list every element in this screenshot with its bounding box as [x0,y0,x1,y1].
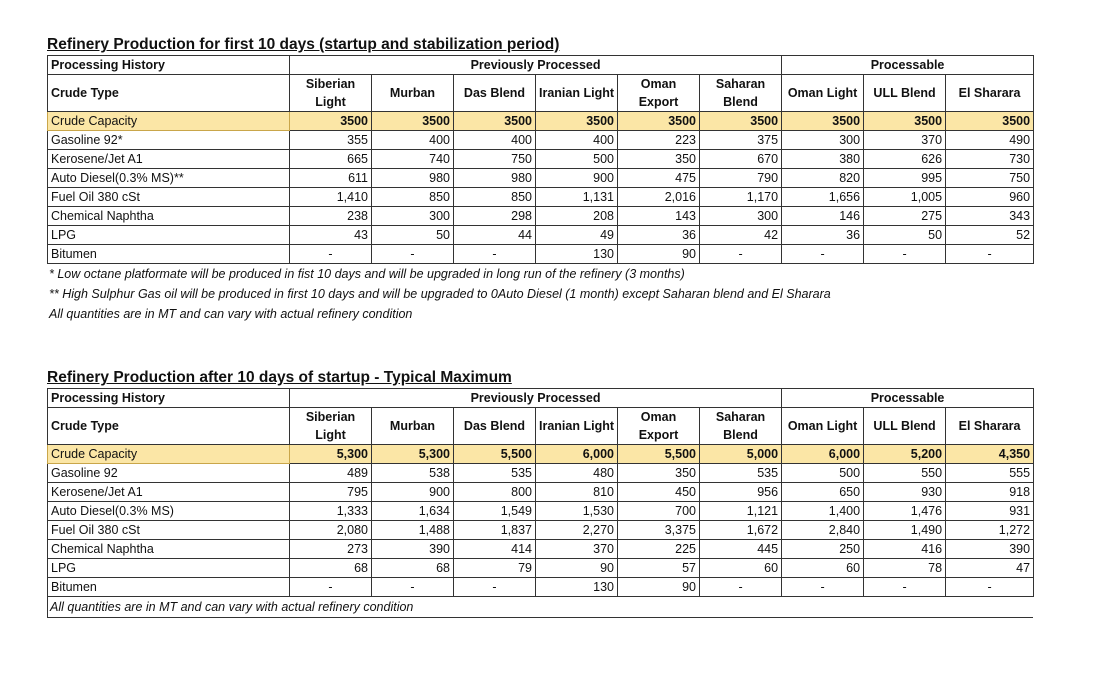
table-cell: 4,350 [946,445,1034,464]
table-cell: 2,840 [782,521,864,540]
table-cell: 500 [782,464,864,483]
row-label: Auto Diesel(0.3% MS)** [48,169,290,188]
row-label: Gasoline 92 [48,464,290,483]
row-label: Fuel Oil 380 cSt [48,188,290,207]
row-label: LPG [48,559,290,578]
table-cell: 50 [864,226,946,245]
table-cell: 750 [454,150,536,169]
column-header: Saharan Blend [700,75,782,112]
row-label: Bitumen [48,245,290,264]
table-cell: 238 [290,207,372,226]
table-cell: 750 [946,169,1034,188]
table-cell: - [372,578,454,597]
row-label: Kerosene/Jet A1 [48,150,290,169]
row-label: Gasoline 92* [48,131,290,150]
section-title: Refinery Production after 10 days of startup - Typical Maximum [47,369,512,386]
table-cell: - [290,578,372,597]
table-cell: 500 [536,150,618,169]
row-label: Chemical Naphtha [48,540,290,559]
table-cell: 1,634 [372,502,454,521]
table-row [48,502,1034,521]
table-cell: 146 [782,207,864,226]
table-cell: 1,488 [372,521,454,540]
table-cell: 1,400 [782,502,864,521]
table-cell: 980 [454,169,536,188]
table-cell: 960 [946,188,1034,207]
table-cell: 52 [946,226,1034,245]
table-row [48,540,1034,559]
section-typical-maximum [47,368,1033,618]
table-cell: 555 [946,464,1034,483]
table-cell: 273 [290,540,372,559]
section-startup [47,35,1033,324]
table-cell: 3,375 [618,521,700,540]
table-cell: 49 [536,226,618,245]
table-cell: - [454,245,536,264]
column-header: Oman Light [782,408,864,445]
table-cell: 795 [290,483,372,502]
table-cell: 740 [372,150,454,169]
production-table [47,388,1034,597]
table-cell: 300 [782,131,864,150]
table-cell: 1,131 [536,188,618,207]
table-cell: 90 [618,578,700,597]
table-cell: 956 [700,483,782,502]
section-title: Refinery Production for first 10 days (startup and stabilization period) [47,36,560,53]
table-cell: 5,300 [290,445,372,464]
table-cell: 208 [536,207,618,226]
column-header: Siberian Light [290,408,372,445]
table-cell: 130 [536,245,618,264]
table-cell: 390 [946,540,1034,559]
table-cell: 1,272 [946,521,1034,540]
column-header: Oman Export [618,408,700,445]
table-cell: 350 [618,464,700,483]
table-cell: - [372,245,454,264]
table-cell: 1,837 [454,521,536,540]
column-header: Oman Export [618,75,700,112]
row-label: Chemical Naphtha [48,207,290,226]
table-cell: 1,530 [536,502,618,521]
table-cell: 611 [290,169,372,188]
table-row [48,445,1034,464]
table-cell: 343 [946,207,1034,226]
crude-type-label: Crude Type [48,408,290,445]
table-cell: 5,500 [618,445,700,464]
table-cell: - [864,578,946,597]
group-header-row [48,389,1034,408]
table-cell: 3500 [946,112,1034,131]
table-cell: - [454,578,536,597]
table-cell: 300 [700,207,782,226]
table-cell: 850 [372,188,454,207]
table-cell: 5,300 [372,445,454,464]
table-cell: 355 [290,131,372,150]
table-cell: 78 [864,559,946,578]
table-cell: - [946,578,1034,597]
row-label: Fuel Oil 380 cSt [48,521,290,540]
table-cell: 550 [864,464,946,483]
table-cell: 1,005 [864,188,946,207]
table-cell: 143 [618,207,700,226]
table-cell: 3500 [864,112,946,131]
table-cell: 700 [618,502,700,521]
table-cell: 1,476 [864,502,946,521]
table-cell: 3500 [782,112,864,131]
table-cell: 3500 [700,112,782,131]
table-cell: - [782,245,864,264]
table-cell: 44 [454,226,536,245]
table-cell: 810 [536,483,618,502]
table-cell: 730 [946,150,1034,169]
table-cell: 931 [946,502,1034,521]
crude-header-row [48,75,1034,112]
row-label: Auto Diesel(0.3% MS) [48,502,290,521]
table-cell: - [782,578,864,597]
table-row [48,559,1034,578]
table-cell: 790 [700,169,782,188]
crude-header-row [48,408,1034,445]
table-cell: 538 [372,464,454,483]
footnote: * Low octane platformate will be produced in fist 10 days and will be upgraded in long run of the refinery (3 months) [49,267,685,281]
table-cell: 1,170 [700,188,782,207]
table-cell: 918 [946,483,1034,502]
table-cell: 298 [454,207,536,226]
production-table [47,55,1034,264]
table-cell: 930 [864,483,946,502]
crude-type-label: Crude Type [48,75,290,112]
row-label: Bitumen [48,578,290,597]
table-row [48,131,1034,150]
table-row [48,521,1034,540]
table-cell: 3500 [536,112,618,131]
table-cell: 1,656 [782,188,864,207]
table-cell: 980 [372,169,454,188]
table-cell: 47 [946,559,1034,578]
table-row [48,226,1034,245]
table-cell: 489 [290,464,372,483]
table-cell: 2,270 [536,521,618,540]
table-cell: 1,121 [700,502,782,521]
footnote: All quantities are in MT and can vary with actual refinery condition [47,597,1033,618]
table-cell: 60 [782,559,864,578]
table-cell: 535 [700,464,782,483]
table-cell: 43 [290,226,372,245]
table-cell: 995 [864,169,946,188]
table-row [48,169,1034,188]
table-cell: 445 [700,540,782,559]
table-cell: 475 [618,169,700,188]
table-cell: 90 [536,559,618,578]
table-cell: 3500 [618,112,700,131]
previously-processed-label: Previously Processed [290,56,782,75]
processing-history-label: Processing History [48,56,290,75]
processing-history-label: Processing History [48,389,290,408]
column-header: El Sharara [946,408,1034,445]
table-body [48,112,1034,264]
table-cell: 400 [454,131,536,150]
table-cell: 390 [372,540,454,559]
table-cell: 79 [454,559,536,578]
processable-label: Processable [782,56,1034,75]
table-cell: 57 [618,559,700,578]
previously-processed-label: Previously Processed [290,389,782,408]
table-cell: 416 [864,540,946,559]
table-cell: 6,000 [782,445,864,464]
processable-label: Processable [782,389,1034,408]
row-label: Crude Capacity [48,445,290,464]
table-cell: 800 [454,483,536,502]
group-header-row [48,56,1034,75]
table-body [48,445,1034,597]
table-cell: 670 [700,150,782,169]
table-row [48,578,1034,597]
table-cell: 300 [372,207,454,226]
column-header: ULL Blend [864,408,946,445]
table-cell: 50 [372,226,454,245]
table-cell: 3500 [454,112,536,131]
table-cell: 5,000 [700,445,782,464]
table-cell: 850 [454,188,536,207]
table-cell: 400 [372,131,454,150]
table-cell: 380 [782,150,864,169]
table-cell: 3500 [372,112,454,131]
column-header: Das Blend [454,75,536,112]
table-cell: 90 [618,245,700,264]
table-cell: 1,672 [700,521,782,540]
table-cell: 68 [372,559,454,578]
table-cell: 900 [536,169,618,188]
table-cell: 450 [618,483,700,502]
table-row [48,188,1034,207]
table-cell: 1,410 [290,188,372,207]
table-cell: 1,333 [290,502,372,521]
table-cell: 350 [618,150,700,169]
table-row [48,483,1034,502]
table-cell: 36 [782,226,864,245]
table-cell: 130 [536,578,618,597]
row-label: LPG [48,226,290,245]
footnote: ** High Sulphur Gas oil will be produced in first 10 days and will be upgraded to 0Auto Diesel (1 month) except Saharan blend and El Sharara [49,287,831,301]
column-header: Iranian Light [536,75,618,112]
table-cell: 650 [782,483,864,502]
table-cell: 3500 [290,112,372,131]
table-cell: 375 [700,131,782,150]
column-header: Murban [372,75,454,112]
table-cell: 223 [618,131,700,150]
table-cell: 820 [782,169,864,188]
table-cell: 1,549 [454,502,536,521]
table-cell: - [864,245,946,264]
table-cell: 36 [618,226,700,245]
table-row [48,207,1034,226]
column-header: Murban [372,408,454,445]
table-cell: 370 [536,540,618,559]
column-header: Oman Light [782,75,864,112]
table-cell: 535 [454,464,536,483]
table-row [48,112,1034,131]
table-cell: 225 [618,540,700,559]
table-cell: 480 [536,464,618,483]
table-cell: 626 [864,150,946,169]
column-header: Saharan Blend [700,408,782,445]
table-cell: - [700,245,782,264]
table-cell: 665 [290,150,372,169]
table-row [48,150,1034,169]
footnote: All quantities are in MT and can vary with actual refinery condition [49,307,413,321]
table-cell: - [290,245,372,264]
column-header: Das Blend [454,408,536,445]
table-cell: 414 [454,540,536,559]
row-label: Kerosene/Jet A1 [48,483,290,502]
table-cell: 2,016 [618,188,700,207]
table-cell: 6,000 [536,445,618,464]
table-cell: 60 [700,559,782,578]
row-label: Crude Capacity [48,112,290,131]
table-cell: 5,500 [454,445,536,464]
table-cell: 490 [946,131,1034,150]
table-cell: 900 [372,483,454,502]
table-cell: 42 [700,226,782,245]
table-cell: 370 [864,131,946,150]
table-row [48,245,1034,264]
table-cell: 275 [864,207,946,226]
table-cell: 1,490 [864,521,946,540]
table-cell: - [946,245,1034,264]
table-cell: 5,200 [864,445,946,464]
column-header: El Sharara [946,75,1034,112]
table-row [48,464,1034,483]
column-header: Iranian Light [536,408,618,445]
table-cell: 400 [536,131,618,150]
table-cell: 68 [290,559,372,578]
column-header: Siberian Light [290,75,372,112]
column-header: ULL Blend [864,75,946,112]
table-cell: 2,080 [290,521,372,540]
table-cell: 250 [782,540,864,559]
table-cell: - [700,578,782,597]
